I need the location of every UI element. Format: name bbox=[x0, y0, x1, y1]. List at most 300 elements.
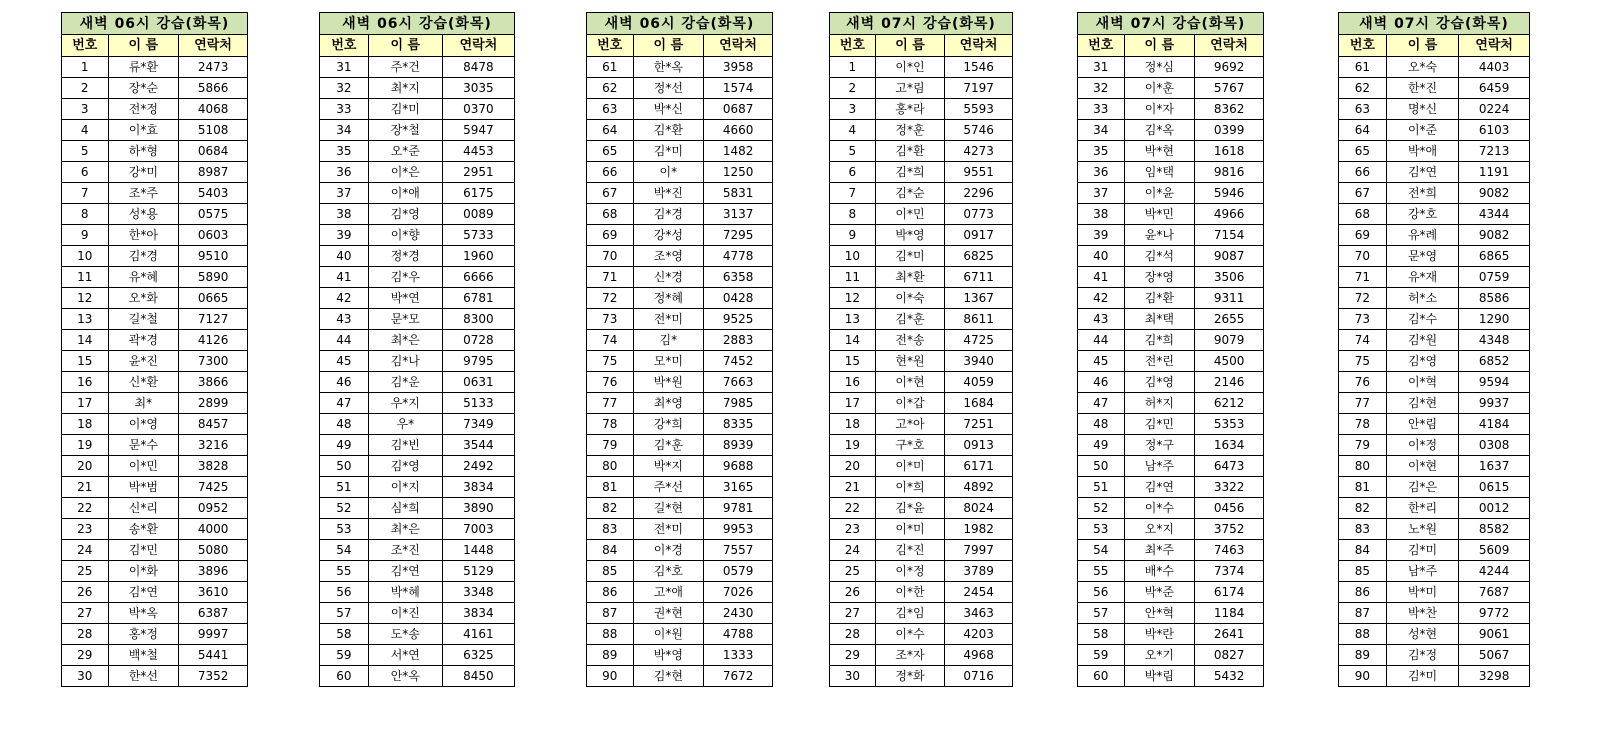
cell-no: 59 bbox=[320, 645, 369, 666]
column-header-no: 번호 bbox=[1078, 35, 1125, 57]
cell-contact: 0428 bbox=[704, 288, 773, 309]
cell-name: 김*환 bbox=[875, 141, 945, 162]
column-header-name: 이 름 bbox=[1124, 35, 1195, 57]
cell-no: 58 bbox=[320, 624, 369, 645]
cell-contact: 6325 bbox=[442, 645, 514, 666]
cell-name: 문*모 bbox=[368, 309, 442, 330]
cell-no: 87 bbox=[1339, 603, 1387, 624]
cell-name: 전*미 bbox=[633, 309, 704, 330]
cell-name: 서*연 bbox=[368, 645, 442, 666]
cell-no: 34 bbox=[1078, 120, 1125, 141]
table-row bbox=[1339, 267, 1530, 288]
cell-name: 최*지 bbox=[368, 78, 442, 99]
cell-name: 정*훈 bbox=[875, 120, 945, 141]
cell-contact: 5890 bbox=[179, 267, 248, 288]
cell-name: 김*민 bbox=[1124, 414, 1195, 435]
cell-name: 이* bbox=[633, 162, 704, 183]
table-row bbox=[1078, 288, 1264, 309]
cell-contact: 0728 bbox=[442, 330, 514, 351]
cell-contact: 7997 bbox=[945, 540, 1013, 561]
cell-name: 이*민 bbox=[875, 204, 945, 225]
table-row bbox=[62, 519, 248, 540]
table-row bbox=[1078, 267, 1264, 288]
cell-name: 우* bbox=[368, 414, 442, 435]
table-row bbox=[830, 540, 1013, 561]
cell-no: 85 bbox=[1339, 561, 1387, 582]
cell-no: 41 bbox=[320, 267, 369, 288]
cell-contact: 9688 bbox=[704, 456, 773, 477]
column-header-name: 이 름 bbox=[875, 35, 945, 57]
cell-name: 길*철 bbox=[108, 309, 179, 330]
cell-name: 박*림 bbox=[1124, 666, 1195, 687]
table-row bbox=[830, 666, 1013, 687]
cell-no: 58 bbox=[1078, 624, 1125, 645]
table-row bbox=[320, 645, 515, 666]
cell-contact: 0615 bbox=[1459, 477, 1530, 498]
cell-contact: 1367 bbox=[945, 288, 1013, 309]
cell-no: 26 bbox=[830, 582, 876, 603]
cell-name: 박*영 bbox=[875, 225, 945, 246]
cell-name: 이*영 bbox=[108, 414, 179, 435]
cell-no: 56 bbox=[320, 582, 369, 603]
cell-contact: 0089 bbox=[442, 204, 514, 225]
table-row bbox=[320, 162, 515, 183]
cell-contact: 9311 bbox=[1195, 288, 1264, 309]
table-row bbox=[830, 561, 1013, 582]
table-row bbox=[587, 645, 773, 666]
table-title: 새벽 07시 강습(화목) bbox=[1078, 13, 1264, 35]
table-row bbox=[587, 414, 773, 435]
cell-name: 김*은 bbox=[1386, 477, 1459, 498]
cell-no: 41 bbox=[1078, 267, 1125, 288]
cell-contact: 3137 bbox=[704, 204, 773, 225]
cell-no: 36 bbox=[320, 162, 369, 183]
cell-no: 76 bbox=[587, 372, 634, 393]
cell-no: 54 bbox=[1078, 540, 1125, 561]
column-header-no: 번호 bbox=[1339, 35, 1387, 57]
cell-contact: 1634 bbox=[1195, 435, 1264, 456]
cell-contact: 8582 bbox=[1459, 519, 1530, 540]
cell-contact: 2951 bbox=[442, 162, 514, 183]
cell-no: 48 bbox=[320, 414, 369, 435]
cell-no: 90 bbox=[587, 666, 634, 687]
table-row bbox=[1339, 519, 1530, 540]
cell-name: 장*철 bbox=[368, 120, 442, 141]
cell-no: 50 bbox=[1078, 456, 1125, 477]
table-row bbox=[830, 288, 1013, 309]
cell-name: 박*영 bbox=[633, 645, 704, 666]
cell-contact: 6666 bbox=[442, 267, 514, 288]
cell-contact: 9082 bbox=[1459, 225, 1530, 246]
cell-contact: 4966 bbox=[1195, 204, 1264, 225]
cell-contact: 0603 bbox=[179, 225, 248, 246]
table-row bbox=[1339, 645, 1530, 666]
cell-name: 김*임 bbox=[875, 603, 945, 624]
cell-name: 안*림 bbox=[1386, 414, 1459, 435]
roster-table-2 bbox=[319, 12, 515, 687]
cell-name: 유*혜 bbox=[108, 267, 179, 288]
cell-contact: 5403 bbox=[179, 183, 248, 204]
cell-no: 52 bbox=[1078, 498, 1125, 519]
cell-no: 90 bbox=[1339, 666, 1387, 687]
table-row bbox=[1339, 498, 1530, 519]
table-row bbox=[587, 582, 773, 603]
table-row bbox=[62, 120, 248, 141]
cell-name: 우*지 bbox=[368, 393, 442, 414]
cell-contact: 5767 bbox=[1195, 78, 1264, 99]
cell-name: 이*민 bbox=[108, 456, 179, 477]
table-row bbox=[1078, 624, 1264, 645]
cell-no: 81 bbox=[1339, 477, 1387, 498]
table-row bbox=[62, 435, 248, 456]
cell-name: 전*송 bbox=[875, 330, 945, 351]
table-row bbox=[1078, 351, 1264, 372]
cell-contact: 5080 bbox=[179, 540, 248, 561]
cell-contact: 3610 bbox=[179, 582, 248, 603]
cell-name: 조*자 bbox=[875, 645, 945, 666]
cell-name: 이*혁 bbox=[1386, 372, 1459, 393]
cell-no: 19 bbox=[62, 435, 109, 456]
cell-contact: 8024 bbox=[945, 498, 1013, 519]
cell-contact: 0012 bbox=[1459, 498, 1530, 519]
cell-name: 이*자 bbox=[1124, 99, 1195, 120]
cell-name: 오*준 bbox=[368, 141, 442, 162]
table-row bbox=[1339, 78, 1530, 99]
cell-no: 29 bbox=[62, 645, 109, 666]
cell-contact: 7374 bbox=[1195, 561, 1264, 582]
table-row bbox=[1078, 120, 1264, 141]
roster-table-1 bbox=[61, 12, 248, 687]
table-row bbox=[320, 267, 515, 288]
column-header-no: 번호 bbox=[587, 35, 634, 57]
cell-no: 66 bbox=[1339, 162, 1387, 183]
cell-name: 배*수 bbox=[1124, 561, 1195, 582]
table-row bbox=[62, 582, 248, 603]
cell-name: 윤*나 bbox=[1124, 225, 1195, 246]
column-header-contact: 연락처 bbox=[442, 35, 514, 57]
cell-no: 71 bbox=[587, 267, 634, 288]
cell-no: 5 bbox=[830, 141, 876, 162]
cell-contact: 1482 bbox=[704, 141, 773, 162]
table-row bbox=[830, 624, 1013, 645]
cell-contact: 6459 bbox=[1459, 78, 1530, 99]
cell-no: 70 bbox=[1339, 246, 1387, 267]
cell-name: 조*주 bbox=[108, 183, 179, 204]
cell-name: 현*원 bbox=[875, 351, 945, 372]
cell-no: 13 bbox=[830, 309, 876, 330]
cell-no: 79 bbox=[1339, 435, 1387, 456]
cell-contact: 8450 bbox=[442, 666, 514, 687]
cell-no: 30 bbox=[62, 666, 109, 687]
cell-contact: 4725 bbox=[945, 330, 1013, 351]
cell-name: 이*한 bbox=[875, 582, 945, 603]
cell-contact: 9551 bbox=[945, 162, 1013, 183]
cell-contact: 6781 bbox=[442, 288, 514, 309]
cell-no: 38 bbox=[1078, 204, 1125, 225]
table-row bbox=[587, 393, 773, 414]
cell-contact: 5946 bbox=[1195, 183, 1264, 204]
cell-contact: 0308 bbox=[1459, 435, 1530, 456]
cell-contact: 6825 bbox=[945, 246, 1013, 267]
cell-name: 임*택 bbox=[1124, 162, 1195, 183]
cell-name: 신*경 bbox=[633, 267, 704, 288]
cell-name: 김*환 bbox=[633, 120, 704, 141]
cell-name: 이*현 bbox=[875, 372, 945, 393]
cell-contact: 9816 bbox=[1195, 162, 1264, 183]
cell-contact: 5866 bbox=[179, 78, 248, 99]
cell-contact: 6175 bbox=[442, 183, 514, 204]
cell-no: 27 bbox=[62, 603, 109, 624]
cell-no: 48 bbox=[1078, 414, 1125, 435]
table-row bbox=[320, 204, 515, 225]
cell-name: 김*미 bbox=[1386, 540, 1459, 561]
table-row bbox=[62, 204, 248, 225]
cell-no: 84 bbox=[587, 540, 634, 561]
table-row bbox=[830, 393, 1013, 414]
cell-contact: 4273 bbox=[945, 141, 1013, 162]
table-row bbox=[62, 540, 248, 561]
cell-contact: 6358 bbox=[704, 267, 773, 288]
table-row bbox=[320, 120, 515, 141]
cell-no: 1 bbox=[830, 57, 876, 78]
table-row bbox=[587, 141, 773, 162]
cell-contact: 1290 bbox=[1459, 309, 1530, 330]
cell-no: 68 bbox=[587, 204, 634, 225]
cell-no: 30 bbox=[830, 666, 876, 687]
cell-no: 74 bbox=[587, 330, 634, 351]
cell-no: 7 bbox=[62, 183, 109, 204]
cell-contact: 9795 bbox=[442, 351, 514, 372]
cell-name: 구*호 bbox=[875, 435, 945, 456]
table-row bbox=[1078, 309, 1264, 330]
cell-no: 83 bbox=[1339, 519, 1387, 540]
cell-contact: 3035 bbox=[442, 78, 514, 99]
cell-contact: 1982 bbox=[945, 519, 1013, 540]
table-row bbox=[1339, 540, 1530, 561]
cell-name: 허*지 bbox=[1124, 393, 1195, 414]
table-row bbox=[62, 351, 248, 372]
table-row bbox=[587, 540, 773, 561]
cell-name: 권*현 bbox=[633, 603, 704, 624]
cell-contact: 7463 bbox=[1195, 540, 1264, 561]
cell-contact: 5108 bbox=[179, 120, 248, 141]
cell-name: 이*지 bbox=[368, 477, 442, 498]
table-row bbox=[1339, 225, 1530, 246]
cell-contact: 4344 bbox=[1459, 204, 1530, 225]
cell-name: 김*희 bbox=[875, 162, 945, 183]
table-row bbox=[1339, 204, 1530, 225]
cell-contact: 8586 bbox=[1459, 288, 1530, 309]
table-row bbox=[1078, 414, 1264, 435]
cell-name: 류*환 bbox=[108, 57, 179, 78]
cell-contact: 1960 bbox=[442, 246, 514, 267]
cell-no: 70 bbox=[587, 246, 634, 267]
cell-no: 2 bbox=[830, 78, 876, 99]
cell-contact: 3348 bbox=[442, 582, 514, 603]
cell-contact: 0399 bbox=[1195, 120, 1264, 141]
column-header-contact: 연락처 bbox=[945, 35, 1013, 57]
cell-contact: 0665 bbox=[179, 288, 248, 309]
cell-name: 강*호 bbox=[1386, 204, 1459, 225]
table-row bbox=[587, 120, 773, 141]
cell-name: 전*미 bbox=[633, 519, 704, 540]
cell-no: 51 bbox=[1078, 477, 1125, 498]
cell-contact: 4968 bbox=[945, 645, 1013, 666]
table-row bbox=[830, 582, 1013, 603]
cell-no: 28 bbox=[830, 624, 876, 645]
table-row bbox=[587, 183, 773, 204]
table-row bbox=[320, 288, 515, 309]
cell-name: 오*기 bbox=[1124, 645, 1195, 666]
table-row bbox=[1078, 393, 1264, 414]
table-row bbox=[587, 288, 773, 309]
table-row bbox=[1078, 498, 1264, 519]
table-row bbox=[62, 498, 248, 519]
cell-no: 35 bbox=[1078, 141, 1125, 162]
cell-no: 15 bbox=[62, 351, 109, 372]
table-row bbox=[587, 99, 773, 120]
cell-name: 최* bbox=[108, 393, 179, 414]
cell-no: 33 bbox=[320, 99, 369, 120]
cell-no: 73 bbox=[1339, 309, 1387, 330]
column-header-name: 이 름 bbox=[633, 35, 704, 57]
table-row bbox=[62, 267, 248, 288]
cell-no: 20 bbox=[830, 456, 876, 477]
cell-name: 백*철 bbox=[108, 645, 179, 666]
table-row bbox=[1078, 141, 1264, 162]
table-row bbox=[587, 267, 773, 288]
table-row bbox=[1078, 99, 1264, 120]
cell-contact: 4453 bbox=[442, 141, 514, 162]
cell-contact: 8987 bbox=[179, 162, 248, 183]
cell-contact: 0952 bbox=[179, 498, 248, 519]
table-row bbox=[62, 57, 248, 78]
table-row bbox=[1078, 162, 1264, 183]
table-row bbox=[587, 624, 773, 645]
cell-no: 45 bbox=[320, 351, 369, 372]
cell-name: 문*수 bbox=[108, 435, 179, 456]
table-row bbox=[320, 78, 515, 99]
cell-name: 강*희 bbox=[633, 414, 704, 435]
table-row bbox=[320, 309, 515, 330]
cell-contact: 4788 bbox=[704, 624, 773, 645]
cell-contact: 1184 bbox=[1195, 603, 1264, 624]
cell-contact: 2296 bbox=[945, 183, 1013, 204]
cell-no: 2 bbox=[62, 78, 109, 99]
cell-name: 성*현 bbox=[1386, 624, 1459, 645]
cell-no: 17 bbox=[62, 393, 109, 414]
cell-name: 최*환 bbox=[875, 267, 945, 288]
table-row bbox=[830, 57, 1013, 78]
cell-no: 55 bbox=[320, 561, 369, 582]
column-header-no: 번호 bbox=[320, 35, 369, 57]
table-row bbox=[62, 183, 248, 204]
table-row bbox=[1078, 645, 1264, 666]
cell-name: 장*영 bbox=[1124, 267, 1195, 288]
cell-no: 80 bbox=[587, 456, 634, 477]
table-row bbox=[830, 330, 1013, 351]
cell-no: 49 bbox=[320, 435, 369, 456]
cell-no: 60 bbox=[320, 666, 369, 687]
cell-name: 박*준 bbox=[1124, 582, 1195, 603]
cell-name: 이*수 bbox=[1124, 498, 1195, 519]
table-row bbox=[1078, 519, 1264, 540]
table-row bbox=[830, 351, 1013, 372]
table-row bbox=[587, 561, 773, 582]
cell-no: 75 bbox=[587, 351, 634, 372]
roster-table-3 bbox=[586, 12, 773, 687]
cell-name: 신*리 bbox=[108, 498, 179, 519]
cell-name: 최*은 bbox=[368, 330, 442, 351]
cell-no: 3 bbox=[830, 99, 876, 120]
cell-name: 강*미 bbox=[108, 162, 179, 183]
cell-no: 86 bbox=[587, 582, 634, 603]
cell-contact: 2146 bbox=[1195, 372, 1264, 393]
cell-contact: 9082 bbox=[1459, 183, 1530, 204]
table-row bbox=[320, 435, 515, 456]
table-row bbox=[62, 456, 248, 477]
table-row bbox=[320, 351, 515, 372]
cell-contact: 8939 bbox=[704, 435, 773, 456]
cell-name: 김*현 bbox=[1386, 393, 1459, 414]
cell-no: 4 bbox=[830, 120, 876, 141]
cell-contact: 0579 bbox=[704, 561, 773, 582]
cell-no: 8 bbox=[830, 204, 876, 225]
cell-contact: 6865 bbox=[1459, 246, 1530, 267]
cell-no: 72 bbox=[1339, 288, 1387, 309]
cell-contact: 0773 bbox=[945, 204, 1013, 225]
cell-name: 이*효 bbox=[108, 120, 179, 141]
table-row bbox=[587, 309, 773, 330]
cell-no: 89 bbox=[1339, 645, 1387, 666]
table-row bbox=[62, 645, 248, 666]
cell-contact: 3165 bbox=[704, 477, 773, 498]
cell-no: 16 bbox=[830, 372, 876, 393]
cell-name: 김*연 bbox=[108, 582, 179, 603]
cell-no: 81 bbox=[587, 477, 634, 498]
cell-no: 23 bbox=[830, 519, 876, 540]
table-row bbox=[320, 540, 515, 561]
cell-no: 28 bbox=[62, 624, 109, 645]
cell-name: 유*례 bbox=[1386, 225, 1459, 246]
cell-name: 김*호 bbox=[633, 561, 704, 582]
cell-name: 주*선 bbox=[633, 477, 704, 498]
cell-no: 32 bbox=[320, 78, 369, 99]
cell-contact: 6387 bbox=[179, 603, 248, 624]
table-row bbox=[587, 372, 773, 393]
cell-name: 이*숙 bbox=[875, 288, 945, 309]
cell-name: 이*화 bbox=[108, 561, 179, 582]
cell-no: 18 bbox=[62, 414, 109, 435]
cell-name: 한*선 bbox=[108, 666, 179, 687]
cell-no: 8 bbox=[62, 204, 109, 225]
cell-contact: 5746 bbox=[945, 120, 1013, 141]
cell-name: 홍*라 bbox=[875, 99, 945, 120]
table-row bbox=[830, 435, 1013, 456]
cell-name: 김*영 bbox=[1124, 372, 1195, 393]
cell-contact: 8478 bbox=[442, 57, 514, 78]
cell-no: 23 bbox=[62, 519, 109, 540]
cell-contact: 9781 bbox=[704, 498, 773, 519]
cell-name: 김*나 bbox=[368, 351, 442, 372]
table-row bbox=[62, 603, 248, 624]
cell-no: 69 bbox=[587, 225, 634, 246]
cell-contact: 3752 bbox=[1195, 519, 1264, 540]
table-row bbox=[320, 141, 515, 162]
cell-name: 박*란 bbox=[1124, 624, 1195, 645]
cell-no: 39 bbox=[320, 225, 369, 246]
cell-name: 박*애 bbox=[1386, 141, 1459, 162]
